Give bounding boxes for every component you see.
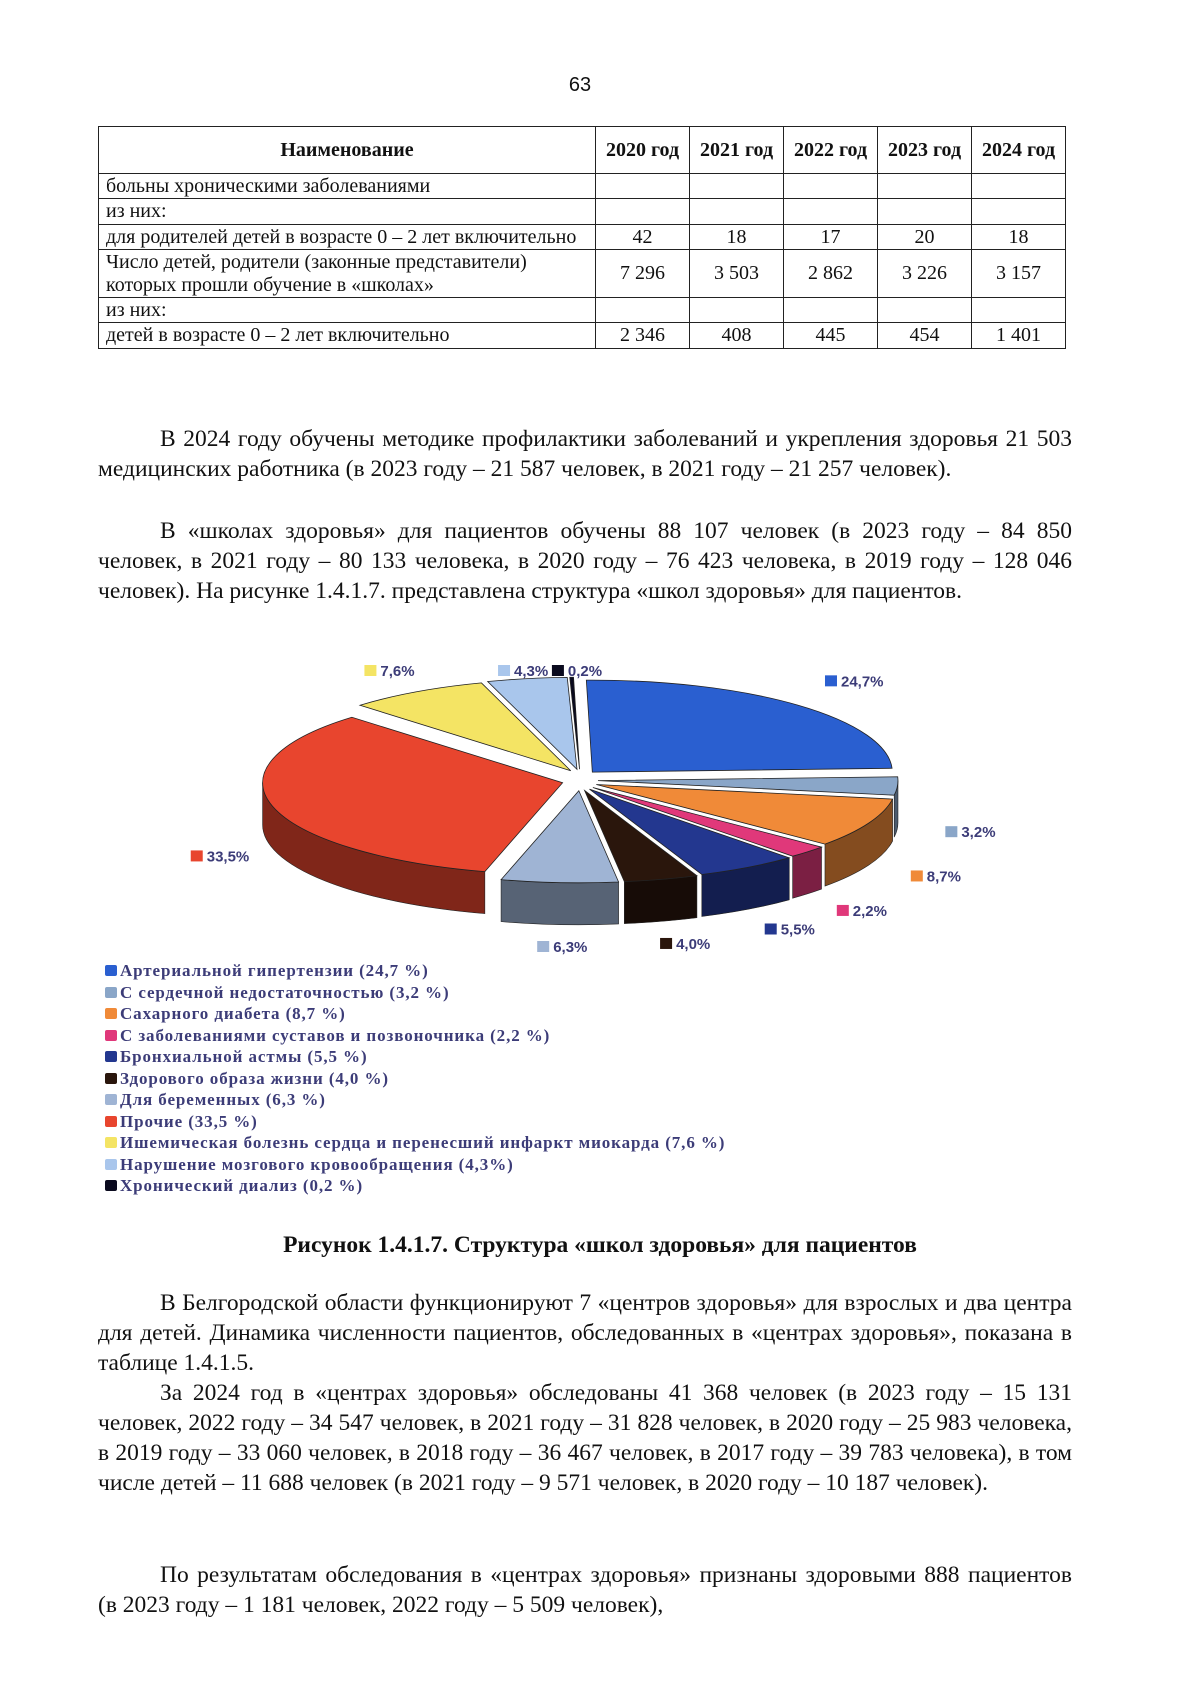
data-label bbox=[911, 868, 961, 885]
chart-legend bbox=[105, 960, 1025, 1197]
table-header-year: 2023 год bbox=[878, 127, 972, 174]
legend-label: Нарушение мозгового кровообращения (4,3%) bbox=[120, 1154, 514, 1174]
table-cell-name: для родителей детей в возрасте 0 – 2 лет включительно bbox=[99, 224, 596, 249]
legend-item bbox=[105, 1154, 1025, 1176]
legend-label: Хронический диализ (0,2 %) bbox=[120, 1176, 364, 1195]
table-row bbox=[99, 250, 1066, 298]
data-label-text: 4,3% bbox=[514, 663, 549, 680]
table-cell-name: из них: bbox=[99, 297, 596, 322]
paragraph bbox=[98, 424, 1072, 484]
table-cell-value bbox=[878, 174, 972, 199]
table-cell-value: 1 401 bbox=[972, 323, 1066, 348]
table-cell-value bbox=[784, 297, 878, 322]
legend-item bbox=[105, 1068, 1025, 1090]
table-cell-value bbox=[784, 174, 878, 199]
data-label-text: 8,7% bbox=[926, 868, 962, 886]
data-label-text: 5,5% bbox=[780, 921, 815, 939]
legend-item bbox=[105, 1175, 1025, 1197]
table-cell-value bbox=[690, 174, 784, 199]
page-number: 63 bbox=[568, 74, 592, 96]
table-header-year: 2020 год bbox=[596, 127, 690, 174]
table-cell-value: 2 346 bbox=[596, 323, 690, 348]
data-label-swatch bbox=[537, 941, 549, 952]
data-label bbox=[191, 848, 250, 865]
pie-slice-side bbox=[624, 876, 697, 924]
table-cell-value: 18 bbox=[690, 224, 784, 249]
data-label bbox=[945, 824, 995, 841]
paragraph-text: В «школах здоровья» для пациентов обучены 88 107 человек (в 2023 году – 84 850 человек, в 2021 году – 80 133 человека, в 2020 году – 76 423 человека, в 2019 году – 128 046 человек). На рисунке 1.4.1.7. представлена структура «школ здоровья» для пациентов. bbox=[98, 518, 1072, 604]
table-cell-value: 2 862 bbox=[784, 250, 878, 298]
pie-slice bbox=[586, 680, 892, 772]
table-cell-value: 7 296 bbox=[596, 250, 690, 298]
table-header-name: Наименование bbox=[99, 127, 596, 174]
table-cell-name: больны хроническими заболеваниями bbox=[99, 174, 596, 199]
data-label bbox=[364, 663, 414, 680]
table-cell-value: 20 bbox=[878, 224, 972, 249]
legend-swatch bbox=[105, 1073, 117, 1084]
paragraph-text: В Белгородской области функционируют 7 «центров здоровья» для взрослых и два центра для детей. Динамика численности пациентов, обследованных в «центрах здоровья», показана в таблице 1.4.1.5. bbox=[98, 1290, 1072, 1376]
legend-swatch bbox=[105, 1094, 117, 1105]
table-cell-value: 3 157 bbox=[972, 250, 1066, 298]
legend-label: Артериальной гипертензии (24,7 %) bbox=[120, 961, 429, 980]
data-label-text: 24,7% bbox=[840, 673, 884, 691]
table-cell-value: 17 bbox=[784, 224, 878, 249]
legend-swatch bbox=[105, 987, 117, 998]
legend-label: С заболеваниями суставов и позвоночника (2,2 %) bbox=[120, 1025, 551, 1045]
legend-swatch bbox=[105, 1116, 117, 1127]
paragraph-text: По результатам обследования в «центрах здоровья» признаны здоровыми 888 пациентов (в 2023 году – 1 181 человек, 2022 году – 5 509 человек), bbox=[98, 1562, 1072, 1618]
table-row bbox=[99, 323, 1066, 348]
legend-label: Ишемическая болезнь сердца и перенесший инфаркт миокарда (7,6 %) bbox=[120, 1133, 726, 1152]
legend-item bbox=[105, 1025, 1025, 1047]
table-header-year: 2022 год bbox=[784, 127, 878, 174]
table-cell-value: 42 bbox=[596, 224, 690, 249]
data-label-swatch bbox=[765, 923, 777, 934]
table-cell-value bbox=[596, 174, 690, 199]
table-cell-value: 18 bbox=[972, 224, 1066, 249]
paragraph bbox=[98, 1378, 1072, 1498]
legend-item bbox=[105, 982, 1025, 1004]
table-cell-value: 454 bbox=[878, 323, 972, 348]
table-cell-name: детей в возрасте 0 – 2 лет включительно bbox=[99, 323, 596, 348]
data-label-swatch bbox=[945, 826, 957, 837]
table-cell-name: Число детей, родители (законные представители) которых прошли обучение в «школах» bbox=[99, 250, 596, 298]
data-label-swatch bbox=[552, 665, 564, 676]
data-label bbox=[660, 936, 710, 953]
table-cell-value bbox=[690, 297, 784, 322]
pie-chart-svg bbox=[160, 660, 1080, 960]
table-cell-name: из них: bbox=[99, 199, 596, 224]
data-label bbox=[537, 939, 587, 956]
data-label-swatch bbox=[837, 905, 849, 916]
data-label-text: 33,5% bbox=[206, 848, 250, 866]
data-label-text: 4,0% bbox=[676, 935, 711, 953]
legend-label: Здорового образа жизни (4,0 %) bbox=[120, 1068, 389, 1088]
legend-item bbox=[105, 1046, 1025, 1068]
data-label-text: 3,2% bbox=[961, 824, 996, 842]
table-cell-value: 3 226 bbox=[878, 250, 972, 298]
table-row bbox=[99, 174, 1066, 199]
table-cell-value bbox=[972, 199, 1066, 224]
figure-caption: Рисунок 1.4.1.7. Структура «школ здоровья» для пациентов bbox=[283, 1232, 917, 1258]
legend-label: Прочие (33,5 %) bbox=[120, 1111, 258, 1131]
legend-swatch bbox=[105, 1051, 117, 1062]
table-cell-value: 3 503 bbox=[690, 250, 784, 298]
legend-label: Бронхиальной астмы (5,5 %) bbox=[120, 1047, 368, 1066]
table-cell-value bbox=[972, 297, 1066, 322]
data-label-swatch bbox=[191, 850, 203, 861]
table-cell-value: 445 bbox=[784, 323, 878, 348]
paragraph-text: В 2024 году обучены методике профилактики заболеваний и укрепления здоровья 21 503 медицинских работника (в 2023 году – 21 587 человек, в 2021 году – 21 257 человек). bbox=[98, 426, 1072, 482]
data-label-swatch bbox=[660, 938, 672, 949]
data-table bbox=[98, 126, 1066, 349]
legend-item bbox=[105, 960, 1025, 982]
data-label-swatch bbox=[911, 870, 923, 881]
legend-item bbox=[105, 1132, 1025, 1154]
paragraph bbox=[98, 1560, 1072, 1620]
data-label-text: 2,2% bbox=[852, 902, 888, 920]
table-cell-value bbox=[972, 174, 1066, 199]
data-label bbox=[765, 921, 815, 938]
data-label-swatch bbox=[825, 675, 837, 686]
table-row bbox=[99, 199, 1066, 224]
pie-chart bbox=[160, 660, 1080, 960]
table-header-year: 2024 год bbox=[972, 127, 1066, 174]
data-label-swatch bbox=[498, 665, 510, 676]
paragraph bbox=[98, 516, 1072, 606]
legend-swatch bbox=[105, 1030, 117, 1041]
table-row bbox=[99, 224, 1066, 249]
paragraph bbox=[98, 1288, 1072, 1378]
legend-swatch bbox=[105, 1159, 117, 1170]
pie-slice-side bbox=[501, 880, 618, 925]
paragraph-text: За 2024 год в «центрах здоровья» обследованы 41 368 человек (в 2023 году – 15 131 человек, 2022 году – 34 547 человек, в 2021 году – 31 828 человек, в 2020 году – 25 983 человека, в 2019 году – 33 060 человек, в 2018 году – 36 467 человек, в 2017 году – 39 783 человека), в том числе детей – 11 688 человек (в 2021 году – 9 571 человек, в 2020 году – 10 187 человек). bbox=[98, 1380, 1072, 1496]
table-header-row bbox=[99, 127, 1066, 174]
legend-item bbox=[105, 1089, 1025, 1111]
data-label bbox=[837, 903, 887, 920]
data-label-swatch bbox=[364, 665, 376, 676]
table-cell-value bbox=[878, 297, 972, 322]
table-cell-value bbox=[784, 199, 878, 224]
table-cell-value bbox=[596, 199, 690, 224]
legend-label: Сахарного диабета (8,7 %) bbox=[120, 1004, 346, 1023]
legend-swatch bbox=[105, 965, 117, 976]
data-label bbox=[498, 663, 548, 680]
table-cell-value bbox=[596, 297, 690, 322]
data-label-text: 6,3% bbox=[553, 939, 588, 956]
data-label-text: 0,2% bbox=[567, 663, 603, 680]
table-cell-value bbox=[878, 199, 972, 224]
legend-swatch bbox=[105, 1137, 117, 1148]
table-row bbox=[99, 297, 1066, 322]
table-cell-value: 408 bbox=[690, 323, 784, 348]
legend-item bbox=[105, 1003, 1025, 1025]
table-header-year: 2021 год bbox=[690, 127, 784, 174]
legend-item bbox=[105, 1111, 1025, 1133]
data-label-text: 7,6% bbox=[380, 663, 415, 680]
data-label bbox=[825, 673, 884, 690]
legend-label: Для беременных (6,3 %) bbox=[120, 1090, 326, 1109]
table-cell-value bbox=[690, 199, 784, 224]
legend-label: С сердечной недостаточностью (3,2 %) bbox=[120, 982, 450, 1002]
legend-swatch bbox=[105, 1008, 117, 1019]
legend-swatch bbox=[105, 1180, 117, 1191]
